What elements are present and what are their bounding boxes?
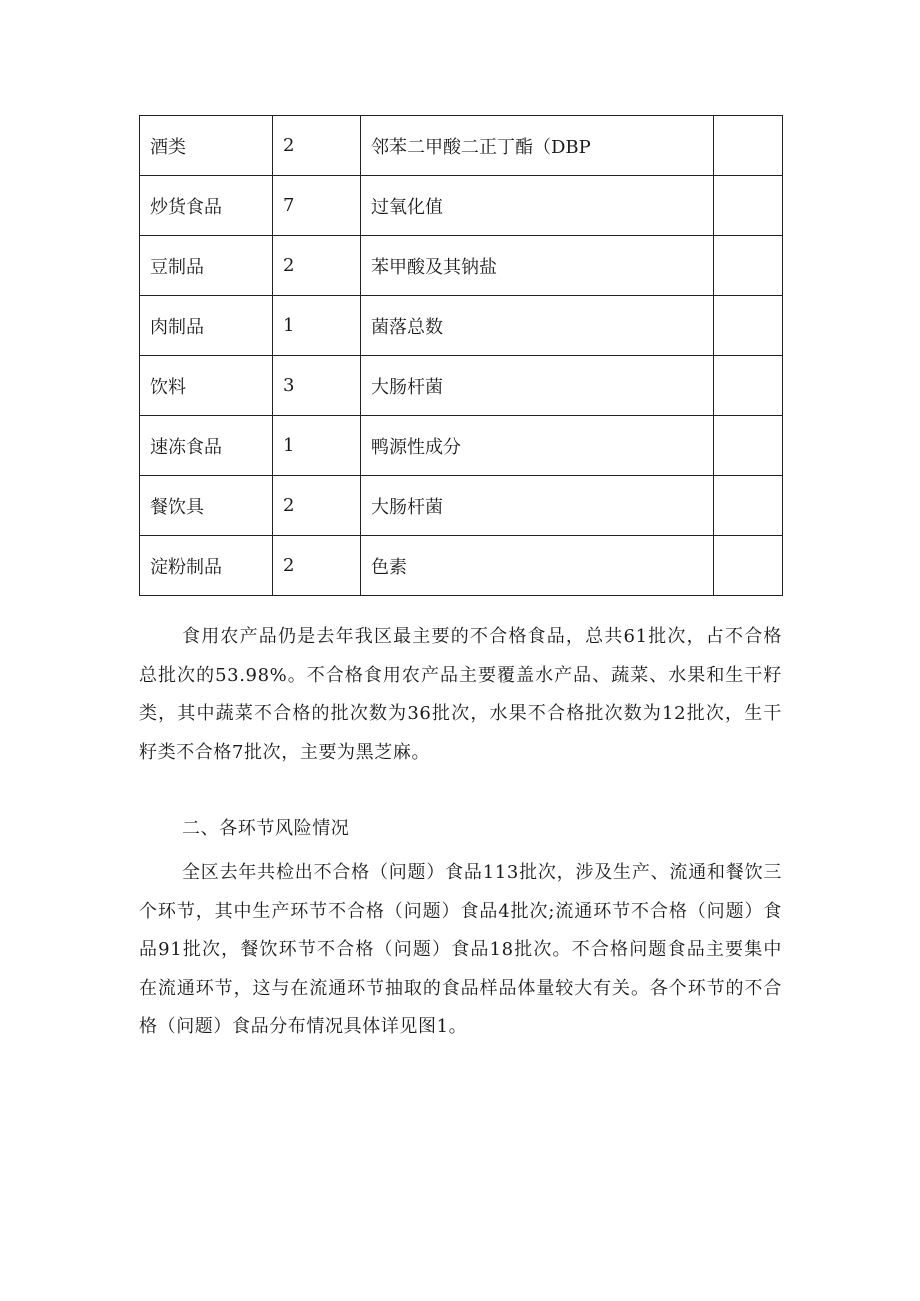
category-cell: 豆制品 [140,236,273,296]
item-cell: 大肠杆菌 [361,476,714,536]
item-cell: 过氧化值 [361,176,714,236]
category-cell: 酒类 [140,116,273,176]
count-cell: 2 [273,536,361,596]
category-cell: 饮料 [140,356,273,416]
table-row [140,356,783,416]
table-row [140,416,783,476]
count-cell: 2 [273,116,361,176]
table-row [140,116,783,176]
defect-table [139,115,783,596]
paragraph-agricultural-products: 食用农产品仍是去年我区最主要的不合格食品，总共61批次，占不合格总批次的53.98%。不合格食用农产品主要覆盖水产品、蔬菜、水果和生干籽类，其中蔬菜不合格的批次数为36批次，水果不合格批次数为12批次，生干籽类不合格7批次，主要为黑芝麻。 [139,626,782,763]
table-row [140,296,783,356]
note-cell [714,176,783,236]
category-cell: 餐饮具 [140,476,273,536]
item-cell: 色素 [361,536,714,596]
section-heading: 二、各环节风险情况 [182,818,350,839]
item-cell: 大肠杆菌 [361,356,714,416]
paragraph-stage-risk: 全区去年共检出不合格（问题）食品113批次，涉及生产、流通和餐饮三个环节，其中生产环节不合格（问题）食品4批次;流通环节不合格（问题）食品91批次，餐饮环节不合格（问题）食品18批次。不合格问题食品主要集中在流通环节，这与在流通环节抽取的食品样品体量较大有关。各个环节的不合格（问题）食品分布情况具体详见图1。 [139,862,782,1037]
count-cell: 7 [273,176,361,236]
table-row [140,176,783,236]
note-cell [714,236,783,296]
note-cell [714,356,783,416]
count-cell: 1 [273,296,361,356]
category-cell: 炒货食品 [140,176,273,236]
note-cell [714,416,783,476]
item-cell: 鸭源性成分 [361,416,714,476]
note-cell [714,536,783,596]
table-row [140,236,783,296]
note-cell [714,296,783,356]
category-cell: 速冻食品 [140,416,273,476]
count-cell: 3 [273,356,361,416]
count-cell: 1 [273,416,361,476]
table-row [140,536,783,596]
item-cell: 邻苯二甲酸二正丁酯（DBP [361,116,714,176]
item-cell: 苯甲酸及其钠盐 [361,236,714,296]
table-row [140,476,783,536]
item-cell: 菌落总数 [361,296,714,356]
category-cell: 肉制品 [140,296,273,356]
count-cell: 2 [273,236,361,296]
note-cell [714,476,783,536]
note-cell [714,116,783,176]
count-cell: 2 [273,476,361,536]
category-cell: 淀粉制品 [140,536,273,596]
